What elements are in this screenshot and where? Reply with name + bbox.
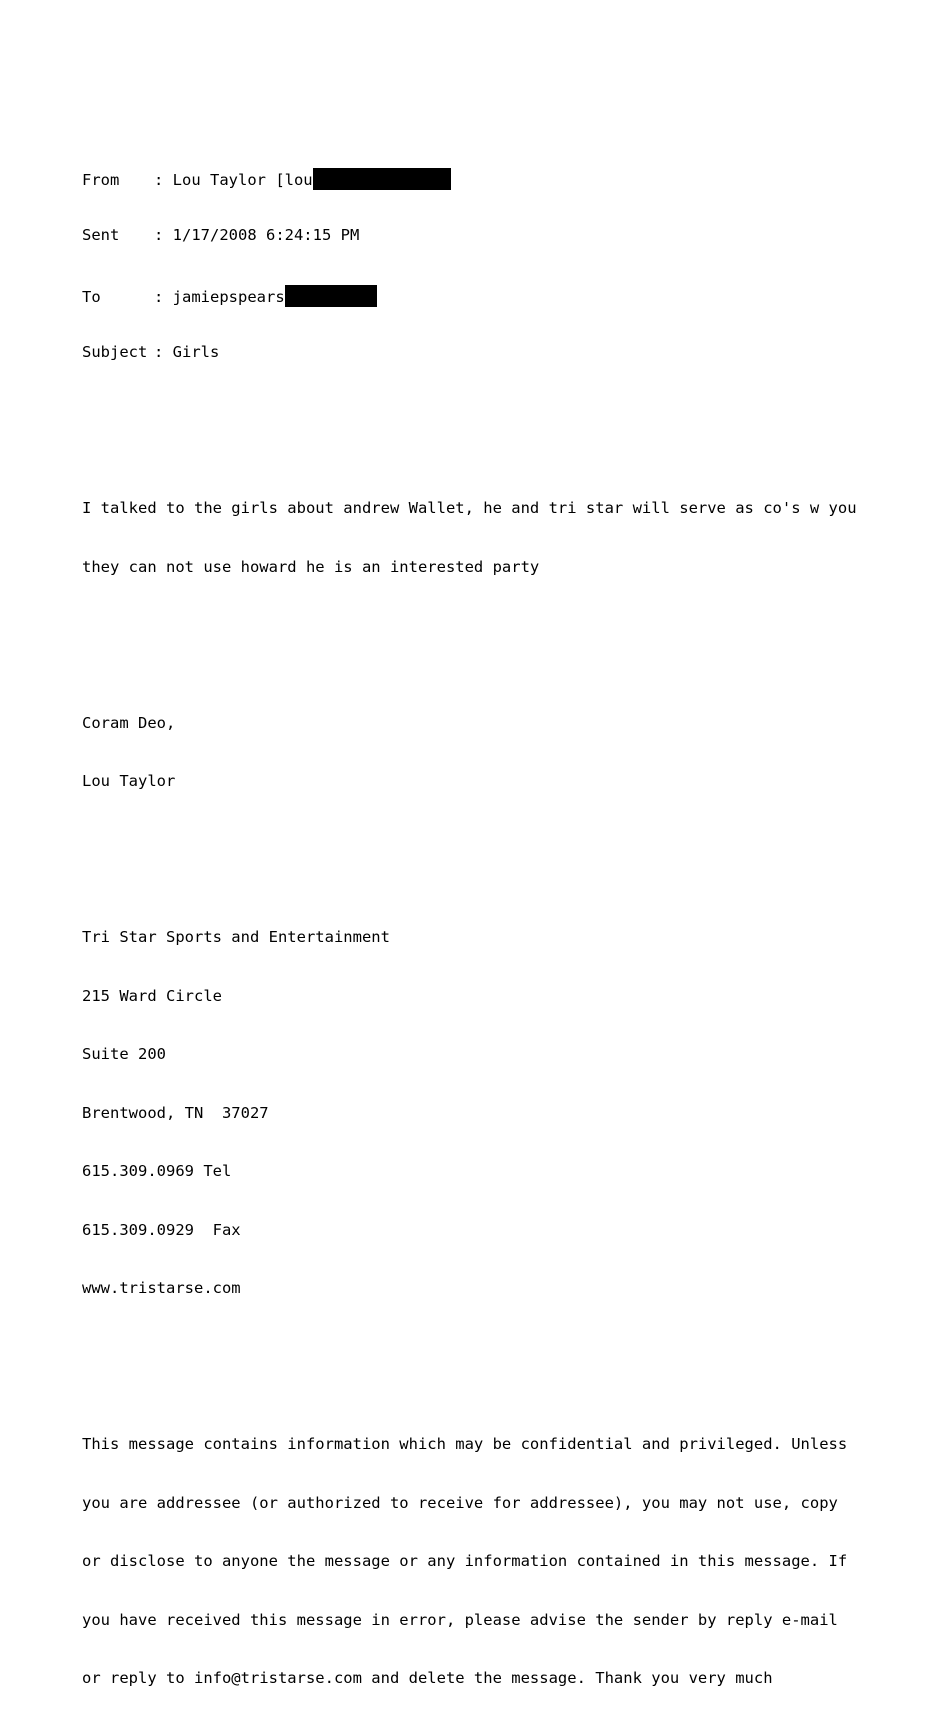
redaction-block <box>285 285 377 307</box>
to-value: : jamiepspears <box>154 287 285 306</box>
signature-tel: 615.309.0969 Tel <box>82 1162 232 1180</box>
disclaimer-line: you are addressee (or authorized to receive for addressee), you may not use, copy <box>82 1493 838 1512</box>
sent-label: Sent <box>82 226 120 244</box>
from-label: From <box>82 170 120 189</box>
signature-website: www.tristarse.com <box>82 1279 241 1297</box>
signature-fax: 615.309.0929 Fax <box>82 1220 241 1239</box>
signature-city: Brentwood, TN 37027 <box>82 1103 269 1122</box>
disclaimer-line: you have received this message in error, please advise the sender by reply e-mail <box>82 1610 838 1629</box>
spacer <box>82 1357 902 1377</box>
body-line: they can not use howard he is an interested party <box>82 557 540 576</box>
spacer <box>82 636 902 656</box>
disclaimer-line: or disclose to anyone the message or any information contained in this message. If <box>82 1552 848 1570</box>
signature-company: Tri Star Sports and Entertainment <box>82 928 390 946</box>
header-subject <box>82 343 902 363</box>
spacer <box>82 850 902 870</box>
header-sent <box>82 226 902 246</box>
to-label: To <box>82 287 101 306</box>
body-line: I talked to the girls about andrew Wallet, he and tri star will serve as co's w you <box>82 499 857 517</box>
spacer <box>82 421 902 441</box>
disclaimer-line: or reply to info@tristarse.com and delete the message. Thank you very much <box>82 1669 773 1687</box>
header-to <box>82 285 902 305</box>
email-document <box>82 109 902 1728</box>
signature-suite: Suite 200 <box>82 1045 166 1063</box>
redaction-block <box>313 168 451 190</box>
sent-value: : 1/17/2008 6:24:15 PM <box>154 226 360 244</box>
subject-label: Subject <box>82 343 148 361</box>
header-from <box>82 168 902 188</box>
signature-street: 215 Ward Circle <box>82 986 222 1005</box>
from-value: : Lou Taylor [lou <box>154 170 313 189</box>
subject-value: : Girls <box>154 343 220 361</box>
disclaimer-line: This message contains information which may be confidential and privileged. Unless <box>82 1435 848 1453</box>
signoff-name: Lou Taylor <box>82 772 176 790</box>
signoff-closing: Coram Deo, <box>82 713 176 732</box>
